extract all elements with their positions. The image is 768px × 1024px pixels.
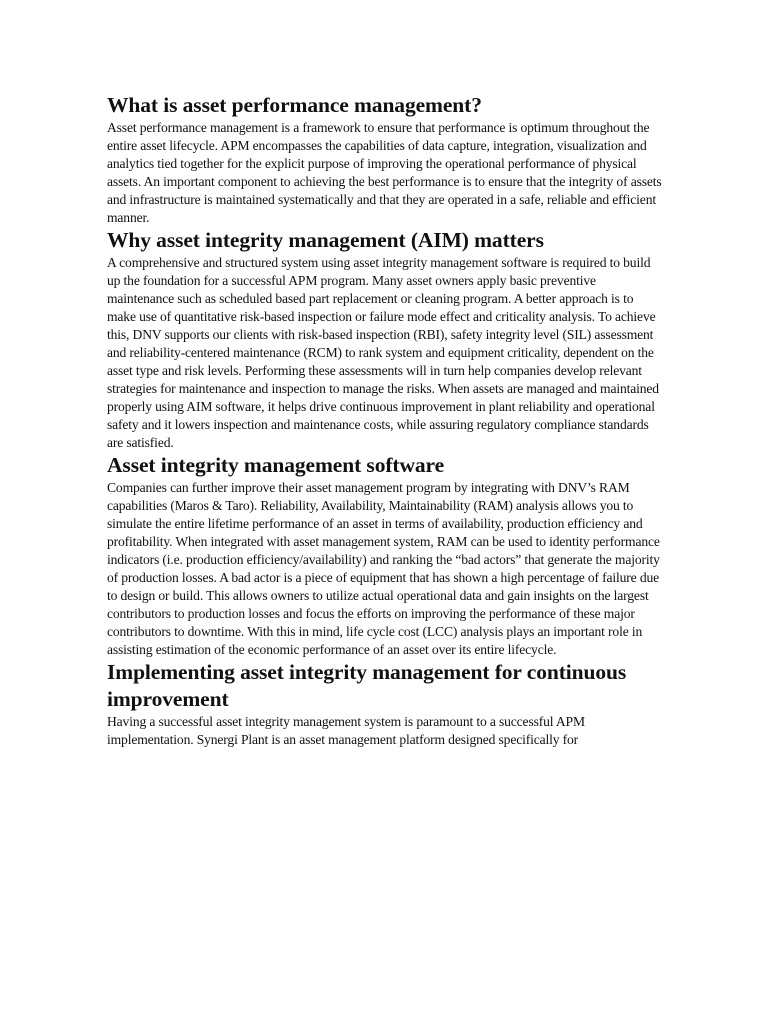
paragraph-implementing-aim: Having a successful asset integrity management system is paramount to a successful APM implementation. Synergi Plant is an asset management platform designed specifically for — [107, 714, 585, 747]
heading-why-aim-matters: Why asset integrity management (AIM) matters — [107, 228, 544, 252]
heading-aim-software: Asset integrity management software — [107, 453, 445, 477]
paragraph-what-is-apm: Asset performance management is a framework to ensure that performance is optimum throughout the entire asset lifecycle. APM encompasses the capabilities of data capture, integration, visualization and analytics tied together for the explicit purpose of improving the operational performance of physical assets. An important component to achieving the best performance is to ensure that the integrity of assets and infrastructure is maintained systematically and that they are operated in a safe, reliable and efficient manner. — [107, 120, 662, 225]
heading-implementing-aim: Implementing asset integrity management for continuous improvement — [107, 660, 627, 711]
document-content — [107, 92, 662, 749]
paragraph-aim-software: Companies can further improve their asset management program by integrating with DNV’s RAM capabilities (Maros & Taro). Reliability, Availability, Maintainability (RAM) analysis allows you to simulate the entire lifetime performance of an asset in terms of availability, production efficiency and profitability. When integrated with asset management system, RAM can be used to identity performance indicators (i.e. production efficiency/availability) and ranking the “bad actors” that generate the majority of production losses. A bad actor is a piece of equipment that has shown a high percentage of failure due to design or build. This allows owners to utilize actual operational data and gain insights on the largest contributors to production losses and focus the efforts on improving the performance of these major contributors to downtime. With this in mind, life cycle cost (LCC) analysis plays an important role in assisting estimation of the economic performance of an asset over its entire lifecycle. — [107, 480, 660, 657]
heading-what-is-apm: What is asset performance management? — [107, 93, 482, 117]
paragraph-why-aim-matters: A comprehensive and structured system using asset integrity management software is required to build up the foundation for a successful APM program. Many asset owners apply basic preventive maintenance such as scheduled based part replacement or cleaning program. A better approach is to make use of quantitative risk-based inspection or failure mode effect and criticality analysis. To achieve this, DNV supports our clients with risk-based inspection (RBI), safety integrity level (SIL) assessment and reliability-centered maintenance (RCM) to rank system and equipment criticality, dependent on the asset type and risk levels. Performing these assessments will in turn help companies develop relevant strategies for maintenance and inspection to manage the risks. When assets are managed and maintained properly using AIM software, it helps drive continuous improvement in plant reliability and operational safety and it lowers inspection and maintenance costs, while assuring regulatory compliance standards are satisfied. — [107, 255, 659, 450]
